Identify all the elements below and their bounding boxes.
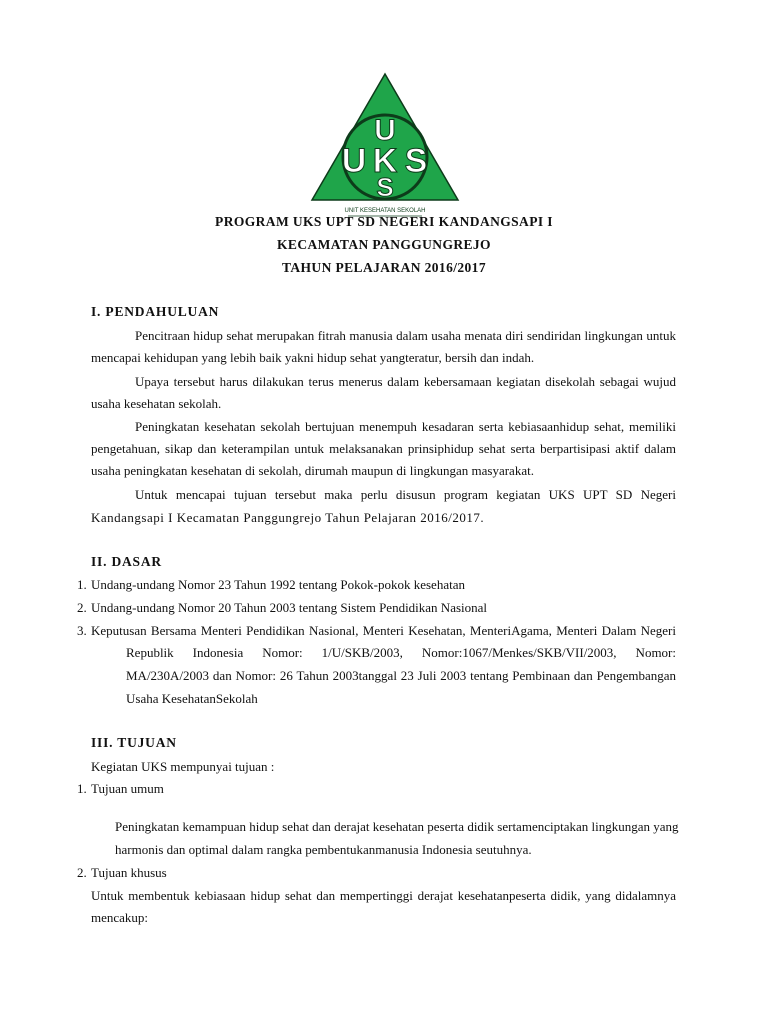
dasar-item-3-line3: MA/230A/2003 dan Nomor: 26 Tahun 2003tanggal 23 Juli 2003 tentang Pembinaan dan Pengembangan [126,668,676,683]
logo-letter-u2: U [341,142,367,180]
logo-letter-k: K [372,142,398,180]
tujuan-number-2: 2. [77,865,87,880]
dasar-item-3-line1: Keputusan Bersama Menteri Pendidikan Nasional, Menteri Kesehatan, MenteriAgama, Menteri Dalam Negeri [91,623,676,638]
pendahuluan-p3-line2: pengetahuan, sikap dan keterampilan untuk melaksanakan prinsiphidup sehat serta berpartisipasi aktif dalam [91,441,676,456]
dasar-number-3: 3. [77,623,87,638]
pendahuluan-p3-line1: Peningkatan kesehatan sekolah bertujuan menempuh kesadaran serta kebiasaanhidup sehat, memiliki [135,419,676,434]
dasar-item-3-line4: Usaha KesehatanSekolah [126,691,258,706]
pendahuluan-p2-line2: usaha kesehatan sekolah. [91,396,222,411]
tujuan-item-umum: Tujuan umum [91,781,164,796]
pendahuluan-p2-line1: Upaya tersebut harus dilakukan terus menerus dalam kebersamaan kegiatan disekolah sebagai wujud [135,374,676,389]
section-heading-tujuan: III. TUJUAN [91,735,177,750]
logo-ring-text: UNIT KESEHATAN SEKOLAH [344,208,426,214]
title-line-2: KECAMATAN PANGGUNGREJO [277,237,491,252]
section-heading-pendahuluan: I. PENDAHULUAN [91,304,220,319]
tujuan-item-khusus: Tujuan khusus [91,865,167,880]
pendahuluan-p1-line1: Pencitraan hidup sehat merupakan fitrah manusia dalam usaha menata diri sendiridan lingkungan untuk [135,328,676,343]
tujuan-intro: Kegiatan UKS mempunyai tujuan : [91,759,275,774]
title-line-1: PROGRAM UKS UPT SD NEGERI KANDANGSAPI I [215,214,553,229]
dasar-item-2: Undang-undang Nomor 20 Tahun 2003 tentang Sistem Pendidikan Nasional [91,600,488,615]
dasar-number-1: 1. [77,577,87,592]
logo-letter-s2: S [376,172,394,202]
tujuan-khusus-line1: Untuk membentuk kebiasaan hidup sehat dan mempertinggi derajat kesehatanpeserta didik, yang didalamnya [91,888,676,903]
pendahuluan-p3-line3: usaha peningkatan kesehatan di sekolah, dirumah maupun di lingkungan masyarakat. [91,463,534,478]
pendahuluan-p4-line1: Untuk mencapai tujuan tersebut maka perlu disusun program kegiatan UKS UPT SD Negeri [135,487,676,502]
pendahuluan-p1-line2: mencapai kehidupan yang lebih baik yakni hidup sehat yangteratur, bersih dan indah. [91,350,535,365]
pendahuluan-p4-line2: Kandangsapi I Kecamatan Panggungrejo Tahun Pelajaran 2016/2017. [91,510,485,525]
title-line-3: TAHUN PELAJARAN 2016/2017 [281,260,486,275]
dasar-item-3-line2: Republik Indonesia Nomor: 1/U/SKB/2003, Nomor:1067/Menkes/SKB/VII/2003, Nomor: [126,645,676,660]
logo-letter-u: U [374,114,396,147]
logo-letter-s: S [404,142,428,180]
dasar-item-1: Undang-undang Nomor 23 Tahun 1992 tentang Pokok-pokok kesehatan [91,577,465,592]
tujuan-number-1: 1. [77,781,87,796]
dasar-number-2: 2. [77,600,87,615]
section-heading-dasar: II. DASAR [91,554,162,569]
tujuan-umum-line2: harmonis dan optimal dalam rangka pembentukanmanusia Indonesia seutuhnya. [115,842,532,857]
uks-logo [310,72,460,220]
tujuan-khusus-line2: mencakup: [91,910,149,925]
tujuan-umum-line1: Peningkatan kemampuan hidup sehat dan derajat kesehatan peserta didik sertamenciptakan lingkungan yang [115,819,679,834]
